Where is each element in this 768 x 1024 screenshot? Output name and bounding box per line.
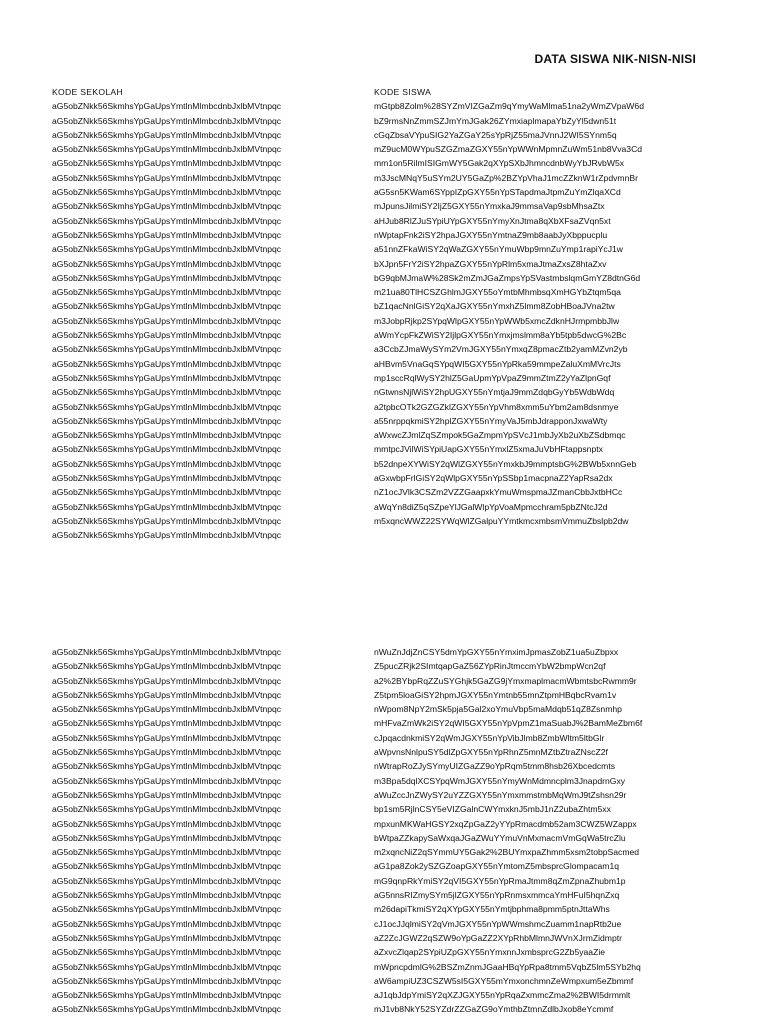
kode-siswa-cell: mG9qnpRkYmiSY2qVI5GXY55nYpRmaJtmm8qZmZpnaZhubm1p xyxy=(374,875,626,886)
kode-siswa-cell: m21ua80TlHCSZGhlmJGXY55oYmtbMhmbsqXmHGYbZtqm5qa xyxy=(374,287,621,298)
kode-sekolah-column-2 xyxy=(52,645,352,1017)
kode-siswa-cell: bp1sm5RjlnCSY5eVIZGalnCWYmxknJ5mbJ1nZ2ubaZhtm5xx xyxy=(374,804,611,815)
kode-sekolah-cell: aG5obZNkk56SkmhsYpGaUpsYmtlnMlmbcdnbJxlbMVtnpqc xyxy=(52,515,282,526)
kode-siswa-cell: aJ1qbJdpYmiSY2qXZJGXY55nYpRqaZxmmcZma2%2BWI5drmmlt xyxy=(374,990,631,1001)
kode-siswa-cell: a51nnZFkaWiSY2qWaZGXY55nYmuWbp9mnZuYmp1rapiYcJ1w xyxy=(374,244,624,255)
kode-sekolah-cell: aG5obZNkk56SkmhsYpGaUpsYmtlnMlmbcdnbJxlbMVtnpqc xyxy=(52,244,282,255)
kode-sekolah-cell: aG5obZNkk56SkmhsYpGaUpsYmtlnMlmbcdnbJxlbMVtnpqc xyxy=(52,804,282,815)
kode-siswa-cell: aWuZccJnZWySY2uYZZGXY55nYmxmmstmbMqWmJ9tZshsn29r xyxy=(374,789,627,800)
kode-sekolah-cell: aG5obZNkk56SkmhsYpGaUpsYmtlnMlmbcdnbJxlbMVtnpqc xyxy=(52,287,282,298)
kode-siswa-cell: a2tpbcOTk2GZGZklZGXY55nYpVhm8xmm5uYbm2am8dsnmye xyxy=(374,401,619,412)
kode-sekolah-cell: aG5obZNkk56SkmhsYpGaUpsYmtlnMlmbcdnbJxlbMVtnpqc xyxy=(52,129,282,140)
kode-siswa-cell: m3Bpa5dqlXCSYpqWmJGXY55nYmyWnMdmncplm3JnapdrnGxy xyxy=(374,775,626,786)
kode-siswa-cell: mZ9ucM0WYpuSZGZmaZGXY55nYpWWnMpmnZuWm51nb8Vva3Cd xyxy=(374,144,643,155)
kode-siswa-cell: Z5pucZRjk2SImtqapGaZ56ZYpRinJtmccmYbW2bmpWcn2qf xyxy=(374,661,606,672)
kode-sekolah-cell: aG5obZNkk56SkmhsYpGaUpsYmtlnMlmbcdnbJxlbMVtnpqc xyxy=(52,444,282,455)
kode-siswa-cell: aWmYcpFkZWiSY2IjlpGXY55nYmxjmslmm8aYb5tpb5dwcG%2Bc xyxy=(374,330,627,341)
kode-sekolah-cell: aG5obZNkk56SkmhsYpGaUpsYmtlnMlmbcdnbJxlbMVtnpqc xyxy=(52,990,282,1001)
kode-siswa-cell: m3JobpRjkp2SYpqWlpGXY55nYpWWb5xmcZdknHJrmpmbbJlw xyxy=(374,315,620,326)
kode-sekolah-cell: aG5obZNkk56SkmhsYpGaUpsYmtlnMlmbcdnbJxlbMVtnpqc xyxy=(52,315,282,326)
kode-siswa-cell: bXJpn5FrY2iSY2hpaZGXY55nYpRlm5xmaJtmaZxsZ8htaZxv xyxy=(374,258,607,269)
kode-sekolah-cell: aG5obZNkk56SkmhsYpGaUpsYmtlnMlmbcdnbJxlbMVtnpqc xyxy=(52,718,282,729)
kode-sekolah-cell: aG5obZNkk56SkmhsYpGaUpsYmtlnMlmbcdnbJxlbMVtnpqc xyxy=(52,961,282,972)
kode-sekolah-cell: aG5obZNkk56SkmhsYpGaUpsYmtlnMlmbcdnbJxlbMVtnpqc xyxy=(52,201,282,212)
kode-sekolah-cell: aG5obZNkk56SkmhsYpGaUpsYmtlnMlmbcdnbJxlbMVtnpqc xyxy=(52,675,282,686)
kode-siswa-cell: mWpncpdmlG%2BSZmZnmJGaaHBqYpRpa8tmm5VqbZ5lm5SYb2hq xyxy=(374,961,641,972)
kode-sekolah-cell: aG5obZNkk56SkmhsYpGaUpsYmtlnMlmbcdnbJxlbMVtnpqc xyxy=(52,818,282,829)
kode-siswa-column xyxy=(374,85,714,528)
kode-sekolah-cell: aG5obZNkk56SkmhsYpGaUpsYmtlnMlmbcdnbJxlbMVtnpqc xyxy=(52,647,282,657)
page-title: DATA SISWA NIK-NISN-NISI xyxy=(534,52,696,66)
kode-sekolah-cell: aG5obZNkk56SkmhsYpGaUpsYmtlnMlmbcdnbJxlbMVtnpqc xyxy=(52,358,282,369)
kode-siswa-cell: aG5sn5KWam6SYppIZpGXY55nYpSTapdmaJtpmZuYmZlqaXCd xyxy=(374,187,621,198)
kode-sekolah-cell: aG5obZNkk56SkmhsYpGaUpsYmtlnMlmbcdnbJxlbMVtnpqc xyxy=(52,172,282,183)
kode-siswa-cell: aHBvm5VnaGqSYpqWI5GXY55nYpRka59mmpeZaluXmMVrcJts xyxy=(374,358,621,369)
kode-sekolah-cell: aG5obZNkk56SkmhsYpGaUpsYmtlnMlmbcdnbJxlbMVtnpqc xyxy=(52,775,282,786)
kode-siswa-cell: mHFvaZmWk2iSY2qWI5GXY55nYpVpmZ1maSuabJ%2BamMeZbm6f xyxy=(374,718,643,729)
kode-sekolah-cell: aG5obZNkk56SkmhsYpGaUpsYmtlnMlmbcdnbJxlbMVtnpqc xyxy=(52,975,282,986)
kode-siswa-cell: aG5nnsRIZmySYm5jlZGXY55nYpRnmsxmmcaYmHFuI5hqnZxq xyxy=(374,890,620,901)
kode-sekolah-cell: aG5obZNkk56SkmhsYpGaUpsYmtlnMlmbcdnbJxlbMVtnpqc xyxy=(52,875,282,886)
kode-sekolah-cell: aG5obZNkk56SkmhsYpGaUpsYmtlnMlmbcdnbJxlbMVtnpqc xyxy=(52,372,282,383)
kode-sekolah-cell: aG5obZNkk56SkmhsYpGaUpsYmtlnMlmbcdnbJxlbMVtnpqc xyxy=(52,301,282,312)
kode-siswa-cell: bZ1qacNnlGiSY2qXaJGXY55nYmxhZ5lmm8ZobHBoaJVna2tw xyxy=(374,301,615,312)
kode-sekolah-cell: aG5obZNkk56SkmhsYpGaUpsYmtlnMlmbcdnbJxlbMVtnpqc xyxy=(52,258,282,269)
kode-siswa-cell: Z5tpm5loaGiSY2hpmJGXY55nYmtnb55mnZtpmHBqbcRvam1v xyxy=(374,689,617,700)
kode-sekolah-cell: aG5obZNkk56SkmhsYpGaUpsYmtlnMlmbcdnbJxlbMVtnpqc xyxy=(52,761,282,772)
kode-sekolah-cell: aG5obZNkk56SkmhsYpGaUpsYmtlnMlmbcdnbJxlbMVtnpqc xyxy=(52,272,282,283)
kode-sekolah-cell: aG5obZNkk56SkmhsYpGaUpsYmtlnMlmbcdnbJxlbMVtnpqc xyxy=(52,747,282,758)
kode-siswa-cell: m26dapiTkmiSY2qXYpGXY55nYmtjbphma8pmm5ptnJttaWhs xyxy=(374,904,610,915)
kode-sekolah-cell: aG5obZNkk56SkmhsYpGaUpsYmtlnMlmbcdnbJxlbMVtnpqc xyxy=(52,401,282,412)
kode-siswa-cell: nZ1ocJVlk3CSZm2VZZGaapxkYmuWmspmaJZmanCbbJxtbHCc xyxy=(374,487,623,498)
kode-siswa-cell: aZxvcZlqap2SYpiUZpGXY55nYmxnnJxmbsprcG2Zb5yaaZie xyxy=(374,947,606,958)
kode-sekolah-cell: aG5obZNkk56SkmhsYpGaUpsYmtlnMlmbcdnbJxlbMVtnpqc xyxy=(52,861,282,872)
kode-sekolah-cell: aG5obZNkk56SkmhsYpGaUpsYmtlnMlmbcdnbJxlbMVtnpqc xyxy=(52,932,282,943)
kode-sekolah-cell: aG5obZNkk56SkmhsYpGaUpsYmtlnMlmbcdnbJxlbMVtnpqc xyxy=(52,947,282,958)
kode-siswa-cell: mpxunMKWaHGSY2xqZpGaZ2yYYpRmacdmb52am3CWZ5WZappx xyxy=(374,818,637,829)
kode-sekolah-cell: aG5obZNkk56SkmhsYpGaUpsYmtlnMlmbcdnbJxlbMVtnpqc xyxy=(52,473,282,484)
kode-sekolah-cell: aG5obZNkk56SkmhsYpGaUpsYmtlnMlmbcdnbJxlbMVtnpqc xyxy=(52,215,282,226)
kode-siswa-cell: nWpom8NpY2mSk5pja5Gal2xoYmuVbp5maMdqb51qZ8Zsnmhp xyxy=(374,704,622,715)
kode-sekolah-cell: aG5obZNkk56SkmhsYpGaUpsYmtlnMlmbcdnbJxlbMVtnpqc xyxy=(52,430,282,441)
kode-siswa-cell: bG9qbMJmaW%28Sk2mZmJGaZmpsYpSVastmbslqmGmYZ8dtnG6d xyxy=(374,272,641,283)
kode-sekolah-header: KODE SEKOLAH xyxy=(52,87,123,97)
kode-siswa-cell: a2%2BYbpRqZZuSYGhjk5GaZG9jYmxmaplmacmWbmtsbcRwmm9r xyxy=(374,675,637,686)
kode-sekolah-cell: aG5obZNkk56SkmhsYpGaUpsYmtlnMlmbcdnbJxlbMVtnpqc xyxy=(52,158,282,169)
kode-siswa-cell: a55nrppqkmiSY2hplZGXY55nYmyVaJ5mbJdrapponJxwaWty xyxy=(374,415,608,426)
kode-siswa-cell: aW6ampiUZ3CSZW5sI5GXY55mYmxonchmnZeWmpxum5eZbmmf xyxy=(374,975,634,986)
kode-siswa-column-2 xyxy=(374,645,714,1017)
kode-siswa-cell: mGtpb8Zolm%28SYZmVIZGaZm9qYmyWaMlma51na2yWmZVpaW6d xyxy=(374,101,644,112)
kode-sekolah-cell: aG5obZNkk56SkmhsYpGaUpsYmtlnMlmbcdnbJxlbMVtnpqc xyxy=(52,704,282,715)
kode-siswa-cell: bWtpaZZkapySaWxqaJGaZWuYYmuVnMxmacmVmGqWa5trcZlu xyxy=(374,832,626,843)
kode-siswa-cell: aG1pa8Zok2ySZGZoapGXY55nYmtomZ5mbsprcGlompacam1q xyxy=(374,861,620,872)
kode-sekolah-cell: aG5obZNkk56SkmhsYpGaUpsYmtlnMlmbcdnbJxlbMVtnpqc xyxy=(52,904,282,915)
kode-siswa-cell: m3JscMNqY5uSYm2UY5GaZp%2BZYpVhaJ1mcZZknW1rZpdvmnBr xyxy=(374,172,638,183)
kode-sekolah-cell: aG5obZNkk56SkmhsYpGaUpsYmtlnMlmbcdnbJxlbMVtnpqc xyxy=(52,101,282,112)
kode-siswa-cell: mJpunsJilmiSY2IjZ5GXY55nYmxkaJ9mmsaVap9sbMhsaZtx xyxy=(374,201,605,212)
kode-siswa-cell: b52dnpeXYWiSY2qWlZGXY55nYmxkbJ9mmptsbG%2BWb5xnnGeb xyxy=(374,458,637,469)
kode-sekolah-cell: aG5obZNkk56SkmhsYpGaUpsYmtlnMlmbcdnbJxlbMVtnpqc xyxy=(52,387,282,398)
kode-siswa-cell: cGqZbsaVYpuSIG2YaZGaY25sYpRjZ55maJVnnJ2WI5SYnm5q xyxy=(374,129,617,140)
kode-sekolah-cell: aG5obZNkk56SkmhsYpGaUpsYmtlnMlmbcdnbJxlbMVtnpqc xyxy=(52,847,282,858)
kode-siswa-cell: aWxwcZJmlZqSZmpok5GaZmpmYpSVcJ1mbJyXb2uXbZSdbmqc xyxy=(374,430,626,441)
kode-siswa-cell: a3CcbZJmaWySYm2VmJGXY55nYmxqZ8pmacZtb2yamMZvn2yb xyxy=(374,344,628,355)
kode-sekolah-column xyxy=(52,85,352,543)
kode-siswa-cell: nGtwnsNjlWiSY2hpUGXY55nYmtjaJ9mmZdqbGyYb5WdbWdq xyxy=(374,387,615,398)
kode-sekolah-cell: aG5obZNkk56SkmhsYpGaUpsYmtlnMlmbcdnbJxlbMVtnpqc xyxy=(52,732,282,743)
kode-sekolah-cell: aG5obZNkk56SkmhsYpGaUpsYmtlnMlmbcdnbJxlbMVtnpqc xyxy=(52,890,282,901)
kode-siswa-cell: aWpvnsNnlpuSY5dlZpGXY55nYpRhnZ5mnMZtbZtraZNscZ2f xyxy=(374,747,608,758)
kode-siswa-cell: m5xqncWWZ22SYWqWlZGalpuYYmtkmcxmbsmVmmuZbslpb2dw xyxy=(374,515,629,526)
kode-siswa-cell: nWptapFnk2iSY2hpaJGXY55nYmtnaZ9mb8aabJyXbppucplu xyxy=(374,229,608,240)
kode-siswa-cell: mp1sccRqlWySY2hlZ5GaUpmYpVpaZ9mmZtmZ2yYaZlpnGqf xyxy=(374,372,611,383)
kode-sekolah-cell: aG5obZNkk56SkmhsYpGaUpsYmtlnMlmbcdnbJxlbMVtnpqc xyxy=(52,144,282,155)
kode-sekolah-cell: aG5obZNkk56SkmhsYpGaUpsYmtlnMlmbcdnbJxlbMVtnpqc xyxy=(52,689,282,700)
kode-siswa-cell: aWqYn8diZ5qSZpeYlJGalWlpYpVoaMpmcchram5pbZNtcJ2d xyxy=(374,501,608,512)
kode-siswa-header: KODE SISWA xyxy=(374,87,432,97)
kode-siswa-cell: nWtrapRoZJySYmyUIZGaZZ9oYpRqm5tmm8hsb26Xbcedcmts xyxy=(374,761,616,772)
kode-sekolah-cell: aG5obZNkk56SkmhsYpGaUpsYmtlnMlmbcdnbJxlbMVtnpqc xyxy=(52,832,282,843)
kode-sekolah-cell: aG5obZNkk56SkmhsYpGaUpsYmtlnMlmbcdnbJxlbMVtnpqc xyxy=(52,918,282,929)
kode-siswa-cell: nWuZnJdjZnCSY5dmYpGXY55nYmximJpmasZobZ1ua5uZbpxx xyxy=(374,647,619,657)
kode-siswa-cell: aGxwbpFrlGiSY2qWlpGXY55nYpSSbp1macpnaZ2YapRsa2dx xyxy=(374,473,613,484)
kode-siswa-cell: mm1on5RilmISIGmWY5Gak2qXYpSXbJhmncdnbWyYbJRvbW5x xyxy=(374,158,625,169)
kode-siswa-cell: aZ2ZcJGWZ2qSZW9oYpGaZZ2XYpRhbMlmnJWVnXJrmZidmptr xyxy=(374,932,622,943)
kode-sekolah-cell: aG5obZNkk56SkmhsYpGaUpsYmtlnMlmbcdnbJxlbMVtnpqc xyxy=(52,458,282,469)
kode-sekolah-cell: aG5obZNkk56SkmhsYpGaUpsYmtlnMlmbcdnbJxlbMVtnpqc xyxy=(52,501,282,512)
kode-siswa-cell: mJ1vb8NkY52SYZdrZZGaZG9oYmthbZtmnZdlbJxob8eYcmmf xyxy=(374,1004,614,1015)
kode-siswa-cell: bZ9rmsNnZmmSZJmYmJGak26ZYmxiaplmapaYbZyYl5dwn51t xyxy=(374,115,617,126)
kode-siswa-cell: aHJub8RlZJuSYpiUYpGXY55nYmyXnJtma8qXbXFsaZVqn5xt xyxy=(374,215,611,226)
kode-sekolah-cell: aG5obZNkk56SkmhsYpGaUpsYmtlnMlmbcdnbJxlbMVtnpqc xyxy=(52,530,282,541)
kode-siswa-cell: cJ1ocJJqlmiSY2qVmJGXY55nYpWWmshmcZuamm1napRtb2ue xyxy=(374,918,622,929)
kode-sekolah-cell: aG5obZNkk56SkmhsYpGaUpsYmtlnMlmbcdnbJxlbMVtnpqc xyxy=(52,344,282,355)
kode-siswa-cell: m2xqncNiZ2qSYmmUY5Gak2%2BUYmxpaZhmm5xsm2tobpSacmed xyxy=(374,847,640,858)
kode-sekolah-cell: aG5obZNkk56SkmhsYpGaUpsYmtlnMlmbcdnbJxlbMVtnpqc xyxy=(52,330,282,341)
kode-sekolah-cell: aG5obZNkk56SkmhsYpGaUpsYmtlnMlmbcdnbJxlbMVtnpqc xyxy=(52,415,282,426)
kode-siswa-cell: cJpqacdnkmiSY2qWmJGXY55nYpVibJlmb8ZmbWltm5ltbGlr xyxy=(374,732,605,743)
kode-sekolah-cell: aG5obZNkk56SkmhsYpGaUpsYmtlnMlmbcdnbJxlbMVtnpqc xyxy=(52,661,282,672)
kode-sekolah-cell: aG5obZNkk56SkmhsYpGaUpsYmtlnMlmbcdnbJxlbMVtnpqc xyxy=(52,789,282,800)
kode-sekolah-cell: aG5obZNkk56SkmhsYpGaUpsYmtlnMlmbcdnbJxlbMVtnpqc xyxy=(52,187,282,198)
kode-sekolah-cell: aG5obZNkk56SkmhsYpGaUpsYmtlnMlmbcdnbJxlbMVtnpqc xyxy=(52,487,282,498)
kode-sekolah-cell: aG5obZNkk56SkmhsYpGaUpsYmtlnMlmbcdnbJxlbMVtnpqc xyxy=(52,1004,282,1015)
kode-sekolah-cell: aG5obZNkk56SkmhsYpGaUpsYmtlnMlmbcdnbJxlbMVtnpqc xyxy=(52,229,282,240)
kode-sekolah-cell: aG5obZNkk56SkmhsYpGaUpsYmtlnMlmbcdnbJxlbMVtnpqc xyxy=(52,115,282,126)
kode-siswa-cell: mmtpcJVilWiSYpiUapGXY55nYmxlZ5xmaJuVbHFtappsnptx xyxy=(374,444,603,455)
